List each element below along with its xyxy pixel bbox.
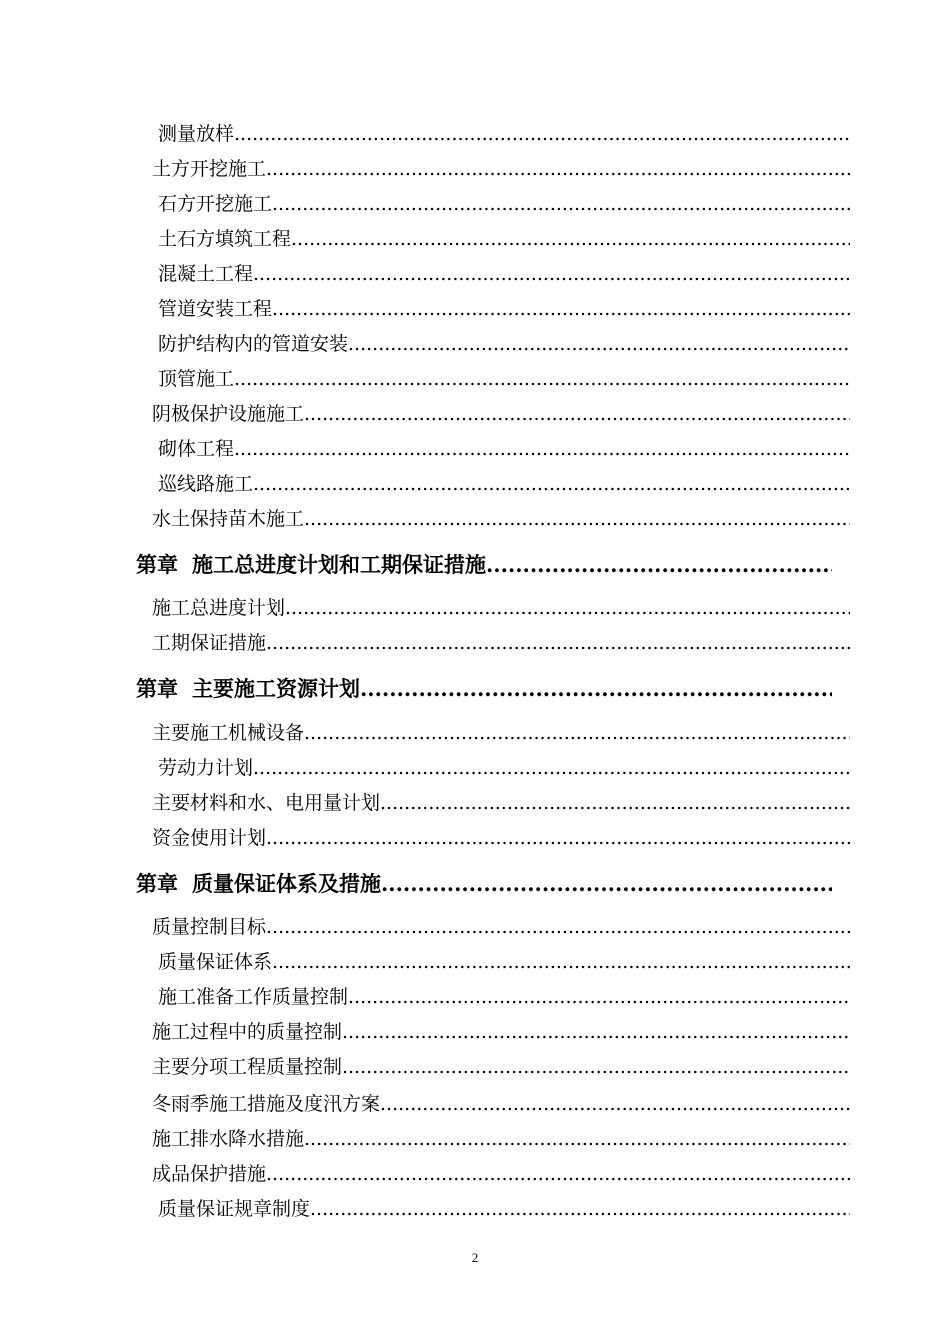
toc-entry-label: 质量保证体系: [158, 951, 273, 973]
toc-entry-label: 巡线路施工: [158, 473, 254, 495]
toc-entry-label: 防护结构内的管道安装: [158, 333, 349, 355]
toc-entry[interactable]: [152, 1159, 850, 1189]
toc-entry-label: 管道安装工程: [158, 298, 273, 320]
dot-leader: [342, 1017, 850, 1047]
toc-entry[interactable]: [158, 294, 850, 324]
toc-entry[interactable]: [158, 224, 850, 254]
toc-entry[interactable]: [152, 628, 850, 658]
chapter-number: 第章: [136, 552, 178, 577]
toc-entry-label: 土石方填筑工程: [158, 228, 292, 250]
toc-entry[interactable]: [152, 593, 850, 623]
dot-leader: [304, 1124, 850, 1154]
dot-leader: [253, 753, 850, 783]
dot-leader: [234, 434, 850, 464]
page-number: 2: [471, 1250, 479, 1265]
dot-leader: [291, 224, 850, 254]
chapter-title: 施工总进度计划和工期保证措施: [192, 552, 486, 577]
toc-entry[interactable]: [158, 1194, 850, 1224]
toc-entry-label: 混凝土工程: [158, 263, 254, 285]
dot-leader: [310, 1194, 850, 1224]
toc-entry-label: 成品保护措施: [152, 1163, 267, 1185]
chapter-number: 第章: [136, 676, 178, 701]
dot-leader: [234, 119, 850, 149]
toc-entry[interactable]: [152, 1089, 850, 1119]
toc-entry-label: 工期保证措施: [152, 632, 267, 654]
dot-leader: [285, 593, 850, 623]
toc-entry-label: 施工总进度计划: [152, 597, 286, 619]
toc-entry-label: 主要施工机械设备: [152, 722, 305, 744]
toc-entry-label: 质量控制目标: [152, 916, 267, 938]
dot-leader: [266, 823, 850, 853]
toc-entry-label: 质量保证规章制度: [158, 1198, 311, 1220]
dot-leader: [486, 548, 832, 582]
dot-leader: [348, 329, 850, 359]
toc-entry-label: 水土保持苗木施工: [152, 508, 305, 530]
toc-entry[interactable]: [158, 189, 850, 219]
chapter-title: 主要施工资源计划: [192, 676, 360, 701]
toc-entry[interactable]: [152, 399, 850, 429]
toc-entry-label: 顶管施工: [158, 368, 235, 390]
toc-entry[interactable]: [152, 718, 850, 748]
toc-entry-label: 石方开挖施工: [158, 193, 273, 215]
dot-leader: [266, 154, 850, 184]
dot-leader: [380, 1089, 850, 1119]
toc-entry-label: 土方开挖施工: [152, 158, 267, 180]
dot-leader: [360, 672, 832, 706]
toc-entry[interactable]: [158, 947, 850, 977]
toc-entry-label: 施工过程中的质量控制: [152, 1021, 343, 1043]
dot-leader: [381, 867, 832, 901]
toc-entry[interactable]: [158, 753, 850, 783]
dot-leader: [266, 912, 850, 942]
toc-entry[interactable]: [158, 434, 850, 464]
toc-entry-label: 冬雨季施工措施及度汛方案: [152, 1093, 381, 1115]
toc-entry[interactable]: [158, 982, 850, 1012]
dot-leader: [272, 189, 850, 219]
toc-entry-label: 主要分项工程质量控制: [152, 1056, 343, 1078]
toc-entry[interactable]: [152, 1052, 850, 1082]
toc-entry[interactable]: [152, 823, 850, 853]
toc-chapter-heading[interactable]: [136, 867, 832, 901]
toc-entry-label: 资金使用计划: [152, 827, 267, 849]
toc-chapter-heading[interactable]: [136, 548, 832, 582]
dot-leader: [348, 982, 850, 1012]
toc-entry[interactable]: [158, 119, 850, 149]
dot-leader: [253, 469, 850, 499]
dot-leader: [234, 364, 850, 394]
dot-leader: [304, 399, 850, 429]
toc-entry[interactable]: [152, 912, 850, 942]
dot-leader: [380, 788, 850, 818]
toc-entry[interactable]: [152, 504, 850, 534]
toc-entry[interactable]: [158, 364, 850, 394]
toc-entry-label: 施工排水降水措施: [152, 1128, 305, 1150]
toc-entry[interactable]: [152, 788, 850, 818]
toc-chapter-heading[interactable]: [136, 672, 832, 706]
toc-entry[interactable]: [152, 1017, 850, 1047]
toc-entry[interactable]: [152, 1124, 850, 1154]
toc-entry-label: 砌体工程: [158, 438, 235, 460]
toc-entry-label: 劳动力计划: [158, 757, 254, 779]
toc-entry[interactable]: [158, 259, 850, 289]
dot-leader: [304, 504, 850, 534]
dot-leader: [304, 718, 850, 748]
chapter-number: 第章: [136, 871, 178, 896]
dot-leader: [342, 1052, 850, 1082]
toc-entry[interactable]: [158, 329, 850, 359]
dot-leader: [266, 628, 850, 658]
chapter-title: 质量保证体系及措施: [192, 871, 381, 896]
toc-entry-label: 主要材料和水、电用量计划: [152, 792, 381, 814]
dot-leader: [266, 1159, 850, 1189]
toc-entry[interactable]: [158, 469, 850, 499]
dot-leader: [272, 294, 850, 324]
toc-entry-label: 测量放样: [158, 123, 235, 145]
dot-leader: [253, 259, 850, 289]
toc-entry-label: 阴极保护设施施工: [152, 403, 305, 425]
dot-leader: [272, 947, 850, 977]
toc-entry[interactable]: [152, 154, 850, 184]
toc-entry-label: 施工准备工作质量控制: [158, 986, 349, 1008]
